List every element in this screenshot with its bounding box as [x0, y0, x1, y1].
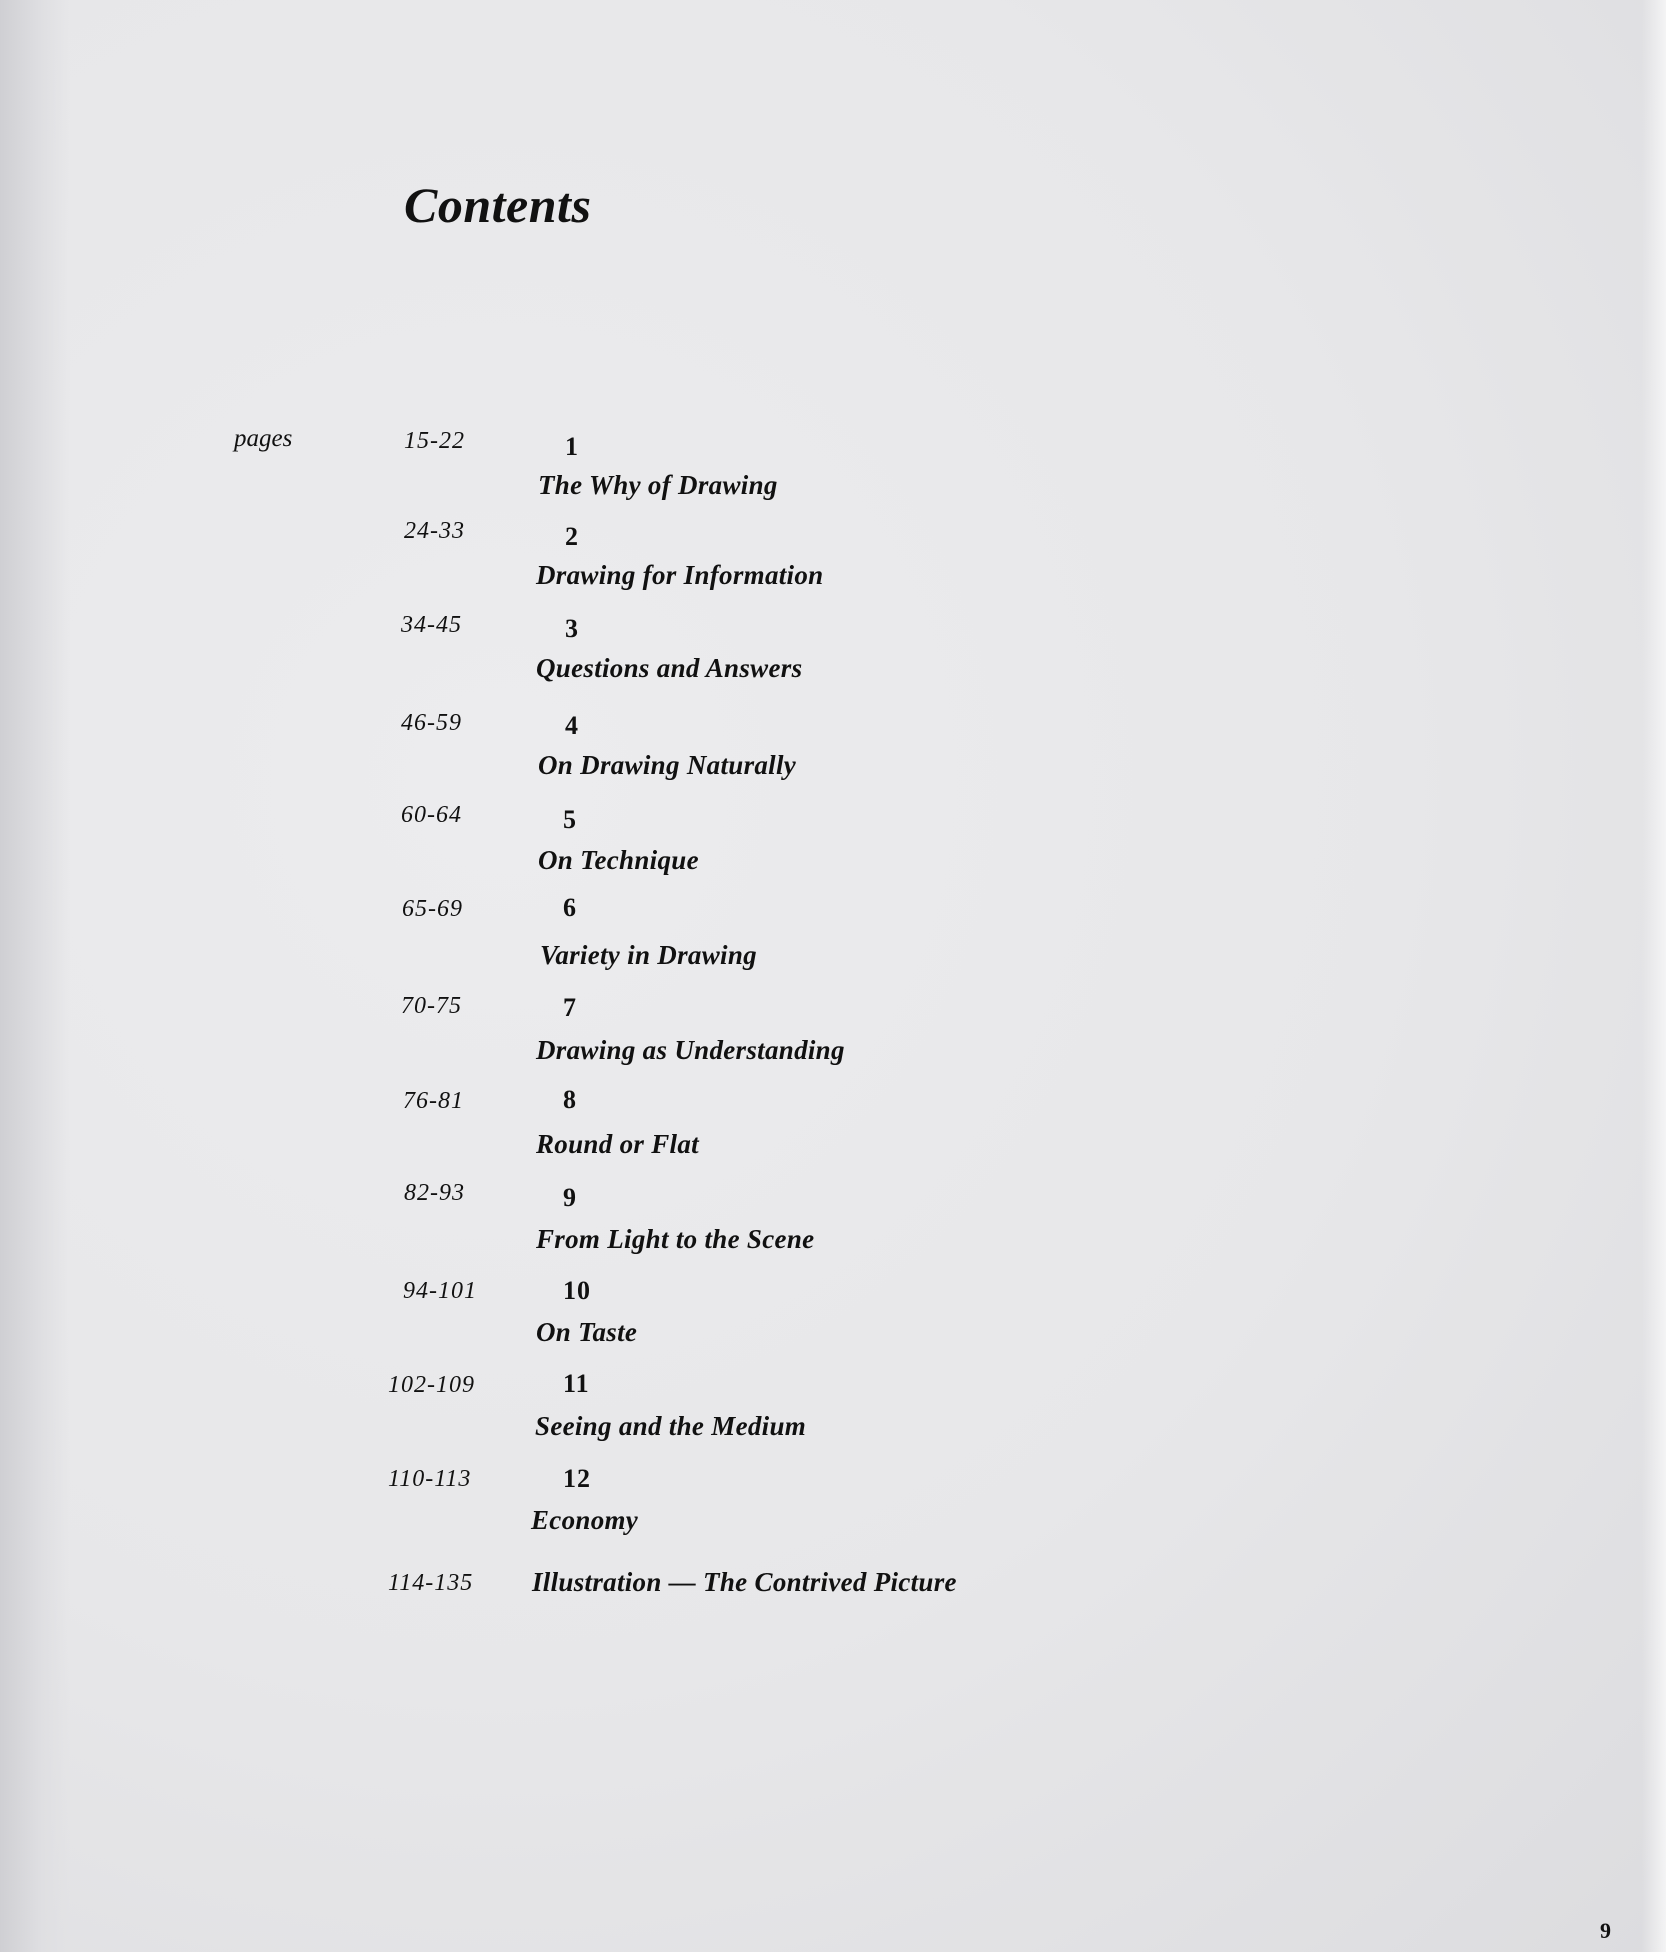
entry-chapter-number: 1 — [565, 432, 579, 461]
entry-chapter-title: The Why of Drawing — [538, 470, 778, 500]
entry-page-range: 76-81 — [403, 1088, 464, 1114]
entry-chapter-title: On Technique — [538, 845, 699, 875]
entry-chapter-title: On Taste — [536, 1317, 638, 1347]
page-edge — [1642, 0, 1666, 1952]
entry-page-range: 82-93 — [404, 1180, 465, 1206]
page-number: 9 — [1600, 1918, 1611, 1943]
entry-chapter-number: 2 — [565, 522, 579, 551]
entry-chapter-number: 6 — [563, 893, 577, 922]
entry-chapter-title: Questions and Answers — [536, 653, 803, 683]
entry-page-range: 70-75 — [401, 993, 462, 1019]
pages-label: pages — [234, 425, 293, 452]
entry-page-range: 60-64 — [401, 802, 462, 828]
entry-chapter-number: 3 — [565, 614, 579, 643]
entry-chapter-title: From Light to the Scene — [536, 1224, 815, 1254]
entry-page-range: 65-69 — [402, 896, 463, 922]
entry-chapter-title: Seeing and the Medium — [535, 1411, 807, 1441]
entry-page-range: 94-101 — [403, 1278, 477, 1304]
entry-chapter-number: 9 — [563, 1183, 577, 1212]
entry-chapter-number: 5 — [563, 805, 577, 834]
entry-page-range: 110-113 — [388, 1466, 472, 1492]
entry-page-range: 34-45 — [401, 612, 462, 638]
entry-chapter-number: 8 — [563, 1085, 577, 1114]
entry-chapter-number: 4 — [565, 711, 579, 740]
entry-chapter-number: 12 — [563, 1464, 591, 1493]
entry-chapter-number: 10 — [563, 1276, 591, 1305]
entry-chapter-title: Drawing for Information — [536, 560, 824, 590]
entry-page-range: 114-135 — [388, 1570, 474, 1596]
entry-chapter-title: Illustration — The Contrived Picture — [532, 1567, 957, 1597]
entry-chapter-number: 11 — [563, 1369, 590, 1398]
entry-chapter-title: Economy — [531, 1505, 639, 1535]
spine-shadow — [0, 0, 70, 1952]
entry-chapter-number: 7 — [563, 993, 577, 1022]
entry-page-range: 15-22 — [404, 428, 465, 454]
entry-chapter-title: On Drawing Naturally — [538, 750, 797, 780]
entry-page-range: 24-33 — [404, 518, 465, 544]
page-title: Contents — [404, 177, 592, 233]
entry-chapter-title: Round or Flat — [536, 1129, 699, 1159]
entry-page-range: 102-109 — [388, 1372, 475, 1398]
entry-chapter-title: Variety in Drawing — [540, 940, 757, 970]
entry-page-range: 46-59 — [401, 710, 462, 736]
entry-chapter-title: Drawing as Understanding — [536, 1035, 845, 1065]
